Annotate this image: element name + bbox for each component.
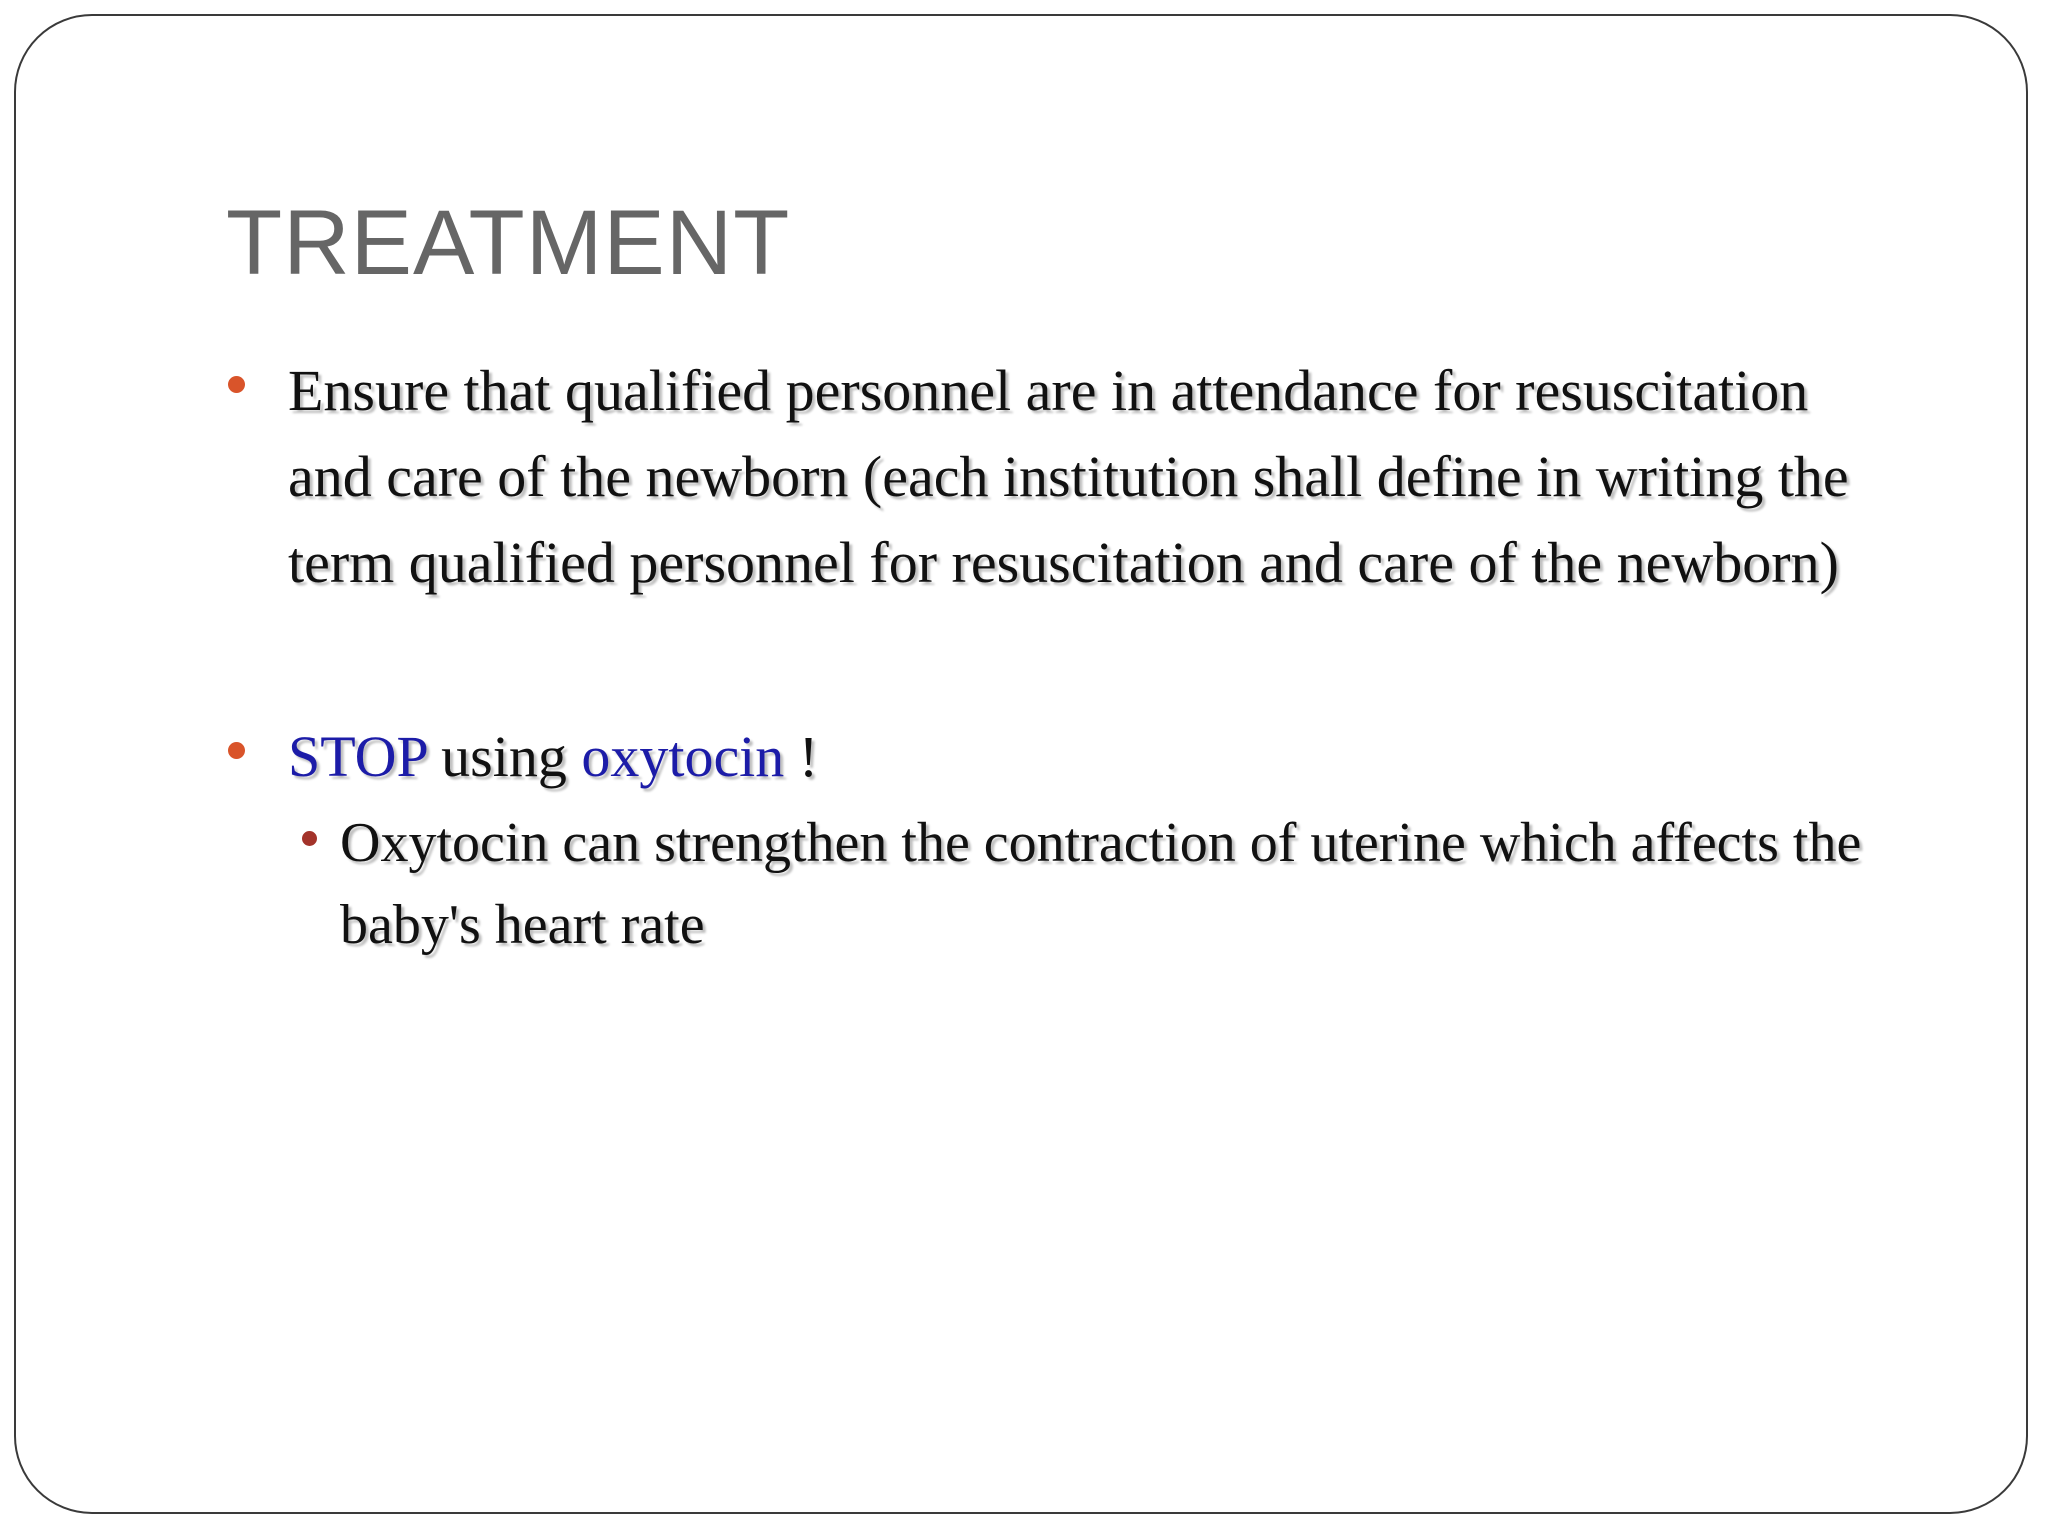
sub-bullet-item bbox=[288, 802, 1906, 966]
bullet-dot-icon bbox=[228, 742, 245, 759]
slide-content bbox=[226, 348, 1906, 966]
bullet-dot-icon bbox=[228, 376, 245, 393]
bullet-item bbox=[226, 714, 1906, 800]
slide-title: TREATMENT bbox=[226, 192, 791, 294]
oxytocin-text: oxytocin bbox=[581, 724, 785, 789]
sub-bullet-dot-icon bbox=[302, 831, 317, 846]
using-text: using bbox=[426, 724, 582, 789]
stop-text: STOP bbox=[288, 724, 427, 789]
bullet-text: Ensure that qualified personnel are in attendance for resuscitation and care of the newborn (each institution shall define in writing the term qualified personnel for resuscitation and care of the newborn) bbox=[288, 358, 1849, 595]
bullet-item bbox=[226, 348, 1906, 606]
exclamation-text: ! bbox=[784, 724, 819, 789]
sub-bullet-text: Oxytocin can strengthen the contraction of uterine which affects the baby's heart rate bbox=[340, 812, 1862, 956]
